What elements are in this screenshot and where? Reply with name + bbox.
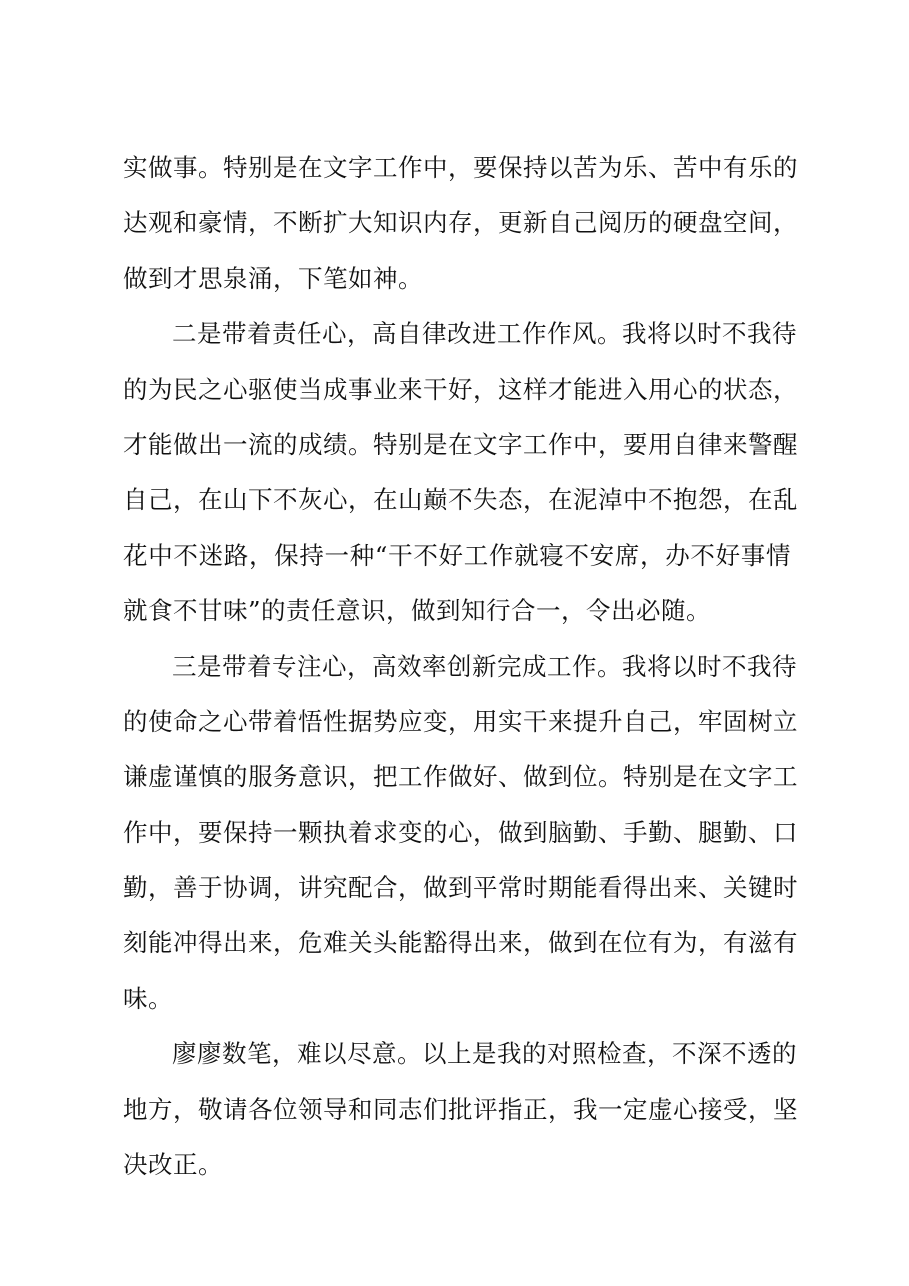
paragraph-line: 地方，敬请各位领导和同志们批评指正，我一定虚心接受，坚 (123, 1094, 798, 1124)
paragraph-line: 就食不甘味”的责任意识，做到知行合一，令出必随。 (123, 596, 712, 626)
paragraph-line: 才能做出一流的成绩。特别是在文字工作中，要用自律来警醒 (123, 429, 798, 459)
paragraph-first-line (123, 639, 797, 694)
paragraph-3 (123, 639, 798, 1027)
paragraph-line: 花中不迷路，保持一种“干不好工作就寝不安席，办不好事情 (123, 540, 791, 570)
paragraph-line: 谦虚谨慎的服务意识，把工作做好、做到位。特别是在文字工 (123, 762, 798, 792)
paragraph-line: 的为民之心驱使当成事业来干好，这样才能进入用心的状态， (123, 374, 798, 404)
paragraph-lead-heading: 三是带着专注心，高效率创新完成工作。 (172, 651, 622, 681)
paragraph-line: 自己，在山下不灰心，在山巅不失态，在泥淖中不抱怨，在乱 (123, 485, 798, 515)
paragraph-line: 味。 (123, 983, 173, 1013)
paragraph-line-text: 我将以时不我待 (622, 651, 797, 681)
paragraph-lead-heading: 二是带着责任心，高自律改进工作作风。 (172, 319, 622, 349)
paragraph-line: 勤，善于协调，讲究配合，做到平常时期能看得出来、关键时 (123, 873, 798, 903)
document-body (123, 140, 798, 1192)
paragraph-line: 刻能冲得出来，危难关头能豁得出来，做到在位有为，有滋有 (123, 928, 798, 958)
paragraph-first-line (123, 306, 797, 361)
paragraph-first-line: 廖廖数笔，难以尽意。以上是我的对照检查，不深不透的 (172, 1039, 797, 1069)
paragraph-line: 实做事。特别是在文字工作中，要保持以苦为乐、苦中有乐的 (123, 153, 798, 182)
paragraph-line: 的使命之心带着悟性据势应变，用实干来提升自己，牢固树立 (123, 706, 798, 736)
paragraph-4 (123, 1026, 798, 1192)
paragraph-line: 作中，要保持一颗执着求变的心，做到脑勤、手勤、腿勤、口 (123, 817, 798, 847)
paragraph-line: 做到才思泉涌，下笔如神。 (123, 263, 423, 293)
paragraph-line: 达观和豪情，不断扩大知识内存，更新自己阅历的硬盘空间， (123, 208, 798, 238)
paragraph-line-text: 我将以时不我待 (622, 319, 797, 349)
paragraph-line: 决改正。 (123, 1150, 223, 1180)
paragraph-2 (123, 306, 798, 638)
paragraph-1 (123, 140, 798, 306)
